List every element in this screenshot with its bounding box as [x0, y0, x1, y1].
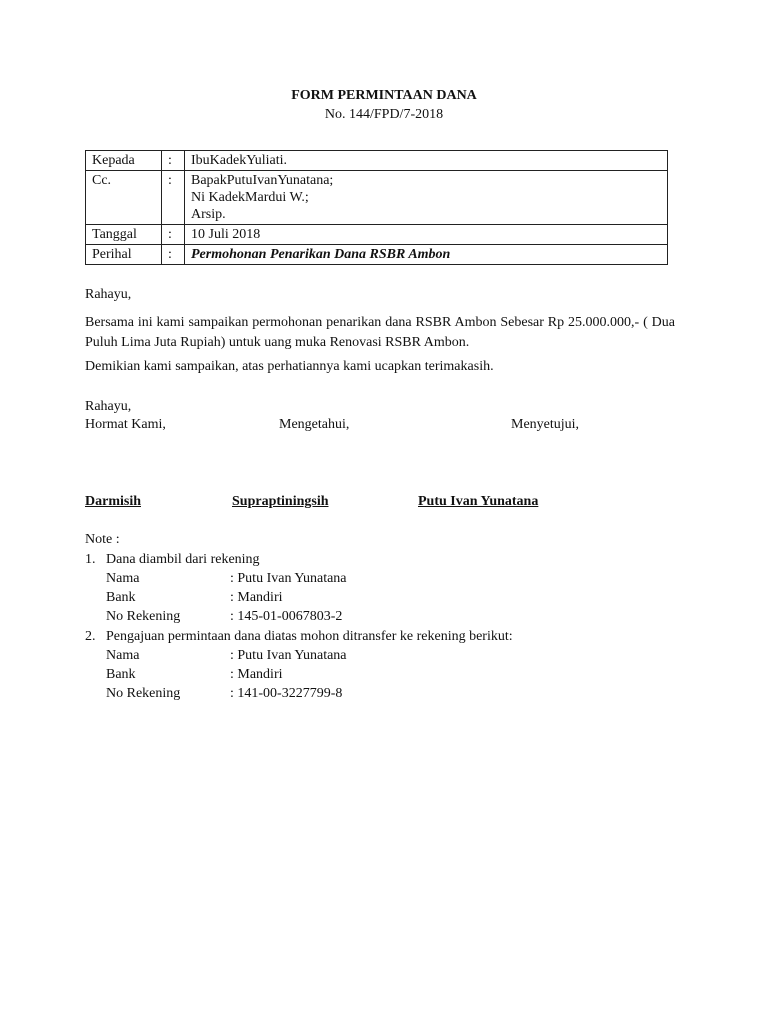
note-number: 1. [85, 552, 96, 567]
label-kepada: Kepada [86, 151, 162, 171]
paragraph-closing: Demikian kami sampaikan, atas perhatiannya kami ucapkan terimakasih. [85, 359, 494, 374]
note-detail-row [85, 684, 675, 704]
closing-greeting: Rahayu, [85, 399, 132, 414]
role-menyetujui: Menyetujui, [511, 417, 580, 432]
colon: : [162, 151, 185, 171]
document-number: No. 144/FPD/7-2018 [324, 107, 444, 122]
note-detail-row [85, 665, 675, 685]
note-detail-row [85, 607, 675, 627]
detail-value: : Putu Ivan Yunatana [230, 571, 347, 586]
cc-line-3: Arsip. [191, 207, 226, 222]
detail-value: : Mandiri [230, 590, 283, 605]
detail-value: : Putu Ivan Yunatana [230, 648, 347, 663]
detail-value: : Mandiri [230, 667, 283, 682]
greeting: Rahayu, [85, 287, 132, 302]
signer-darmisih: Darmisih [85, 494, 141, 509]
label-tanggal: Tanggal [86, 225, 162, 245]
cc-line-2: Ni KadekMardui W.; [191, 190, 309, 205]
colon: : [162, 171, 185, 225]
note-detail-row [85, 588, 675, 608]
note-number: 2. [85, 629, 96, 644]
role-mengetahui: Mengetahui, [279, 417, 350, 432]
label-cc: Cc. [86, 171, 162, 225]
colon: : [162, 245, 185, 265]
cc-line-1: BapakPutuIvanYunatana; [191, 173, 334, 188]
paragraph-request: Bersama ini kami sampaikan permohonan penarikan dana RSBR Ambon Sebesar Rp 25.000.000,- ( Dua Puluh Lima Juta Rupiah) untuk uang muka Renovasi RSBR Ambon. [85, 315, 675, 350]
value-kepada: IbuKadekYuliati. [185, 151, 668, 171]
signer-putu-ivan-yunatana: Putu Ivan Yunatana [418, 494, 539, 509]
detail-label: No Rekening [106, 686, 181, 701]
row-kepada [86, 151, 668, 171]
detail-label: Bank [106, 667, 136, 682]
header-table [85, 150, 668, 265]
note-text: Pengajuan permintaan dana diatas mohon ditransfer ke rekening berikut: [106, 629, 513, 644]
value-perihal: Permohonan Penarikan Dana RSBR Ambon [185, 245, 668, 265]
form-title: FORM PERMINTAAN DANA [291, 88, 477, 103]
signature-names [85, 494, 675, 514]
signer-supraptiningsih: Supraptiningsih [232, 494, 329, 509]
value-cc [185, 171, 668, 225]
note-item-1 [85, 550, 675, 570]
detail-label: No Rekening [106, 609, 181, 624]
detail-label: Bank [106, 590, 136, 605]
note-text: Dana diambil dari rekening [106, 552, 260, 567]
row-tanggal [86, 225, 668, 245]
detail-value: : 141-00-3227799-8 [230, 686, 343, 701]
row-cc [86, 171, 668, 225]
note-item-2 [85, 627, 685, 647]
detail-value: : 145-01-0067803-2 [230, 609, 343, 624]
note-detail-row [85, 569, 675, 589]
detail-label: Nama [106, 571, 140, 586]
row-perihal [86, 245, 668, 265]
note-detail-row [85, 646, 675, 666]
value-tanggal: 10 Juli 2018 [185, 225, 668, 245]
detail-label: Nama [106, 648, 140, 663]
note-heading: Note : [85, 532, 120, 547]
signature-roles [85, 417, 675, 437]
colon: : [162, 225, 185, 245]
label-perihal: Perihal [86, 245, 162, 265]
role-hormat-kami: Hormat Kami, [85, 417, 166, 432]
